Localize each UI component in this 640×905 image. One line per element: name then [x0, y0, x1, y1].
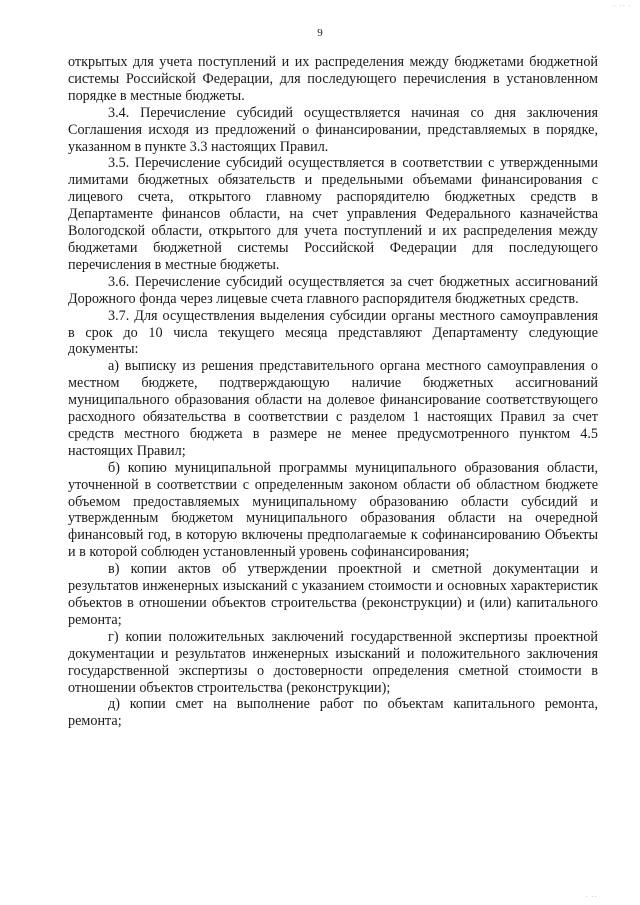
paragraph-3-4: 3.4. Перечисление субсидий осуществляется начиная со дня заключения Соглашения исходя из предложений о финансировании, представляемых в порядке, указанном в пункте 3.3 настоящих Правил. [68, 104, 598, 155]
scan-artifact-mark: · ·· · [613, 2, 632, 10]
page-number: 9 [317, 27, 323, 39]
paragraph-3-7: 3.7. Для осуществления выделения субсидии органы местного самоуправления в срок до 10 числа текущего месяца представляют Департаменту следующие документы: [68, 307, 598, 358]
document-body [68, 54, 598, 730]
paragraph-continuation: открытых для учета поступлений и их распределения между бюджетами бюджетной системы Российской Федерации, для последующего перечисления в установленном порядке в местные бюджеты. [68, 54, 598, 104]
list-item-v: в) копии актов об утверждении проектной и сметной документации и результатов инженерных изысканий с указанием стоимости и основных характеристик объектов в отношении объектов строительства (реконструкции) и (или) капитального ремонта; [68, 561, 598, 628]
list-item-d: д) копии смет на выполнение работ по объектам капитального ремонта, ремонта; [68, 696, 598, 730]
paragraph-3-6: 3.6. Перечисление субсидий осуществляется за счет бюджетных ассигнований Дорожного фонда через лицевые счета главного распорядителя бюджетных средств. [68, 273, 598, 307]
list-item-g: г) копии положительных заключений государственной экспертизы проектной документации и результатов инженерных изысканий и положительного заключения государственной экспертизы о достоверности определения сметной стоимости в отношении объектов строительства (реконструкции); [68, 628, 598, 696]
list-item-b: б) копию муниципальной программы муниципального образования области, уточненной в соответствии с определенным законом области об областном бюджете объемом предоставляемых муниципальному образованию области субсидий и утвержденным бюджетом муниципального образования области на очередной финансовый год, в которую включены предполагаемые к софинансированию Объекты и в которой соблюден установленный уровень софинансирования; [68, 459, 598, 561]
paragraph-3-5: 3.5. Перечисление субсидий осуществляется в соответствии с утвержденными лимитами бюджетных обязательств и предельными объемами финансирования с лицевого счета, открытого главному распорядителю бюджетных средств в Департаменте финансов области, на счет управления Федерального казначейства Вологодской области, открытого для учета поступлений и их распределения между бюджетами бюджетной системы Российской Федерации для последующего перечисления в местные бюджеты. [68, 155, 598, 273]
list-item-a: а) выписку из решения представительного органа местного самоуправления о местном бюджете, подтверждающую наличие бюджетных ассигнований муниципального образования области на долевое финансирование соответствующего расходного обязательства в соответствии с разделом 1 настоящих Правил за счет средств местного бюджета в размере не менее предусмотренного пунктом 4.5 настоящих Правил; [68, 358, 598, 459]
scan-artifact-mark: · ·· [585, 893, 598, 901]
